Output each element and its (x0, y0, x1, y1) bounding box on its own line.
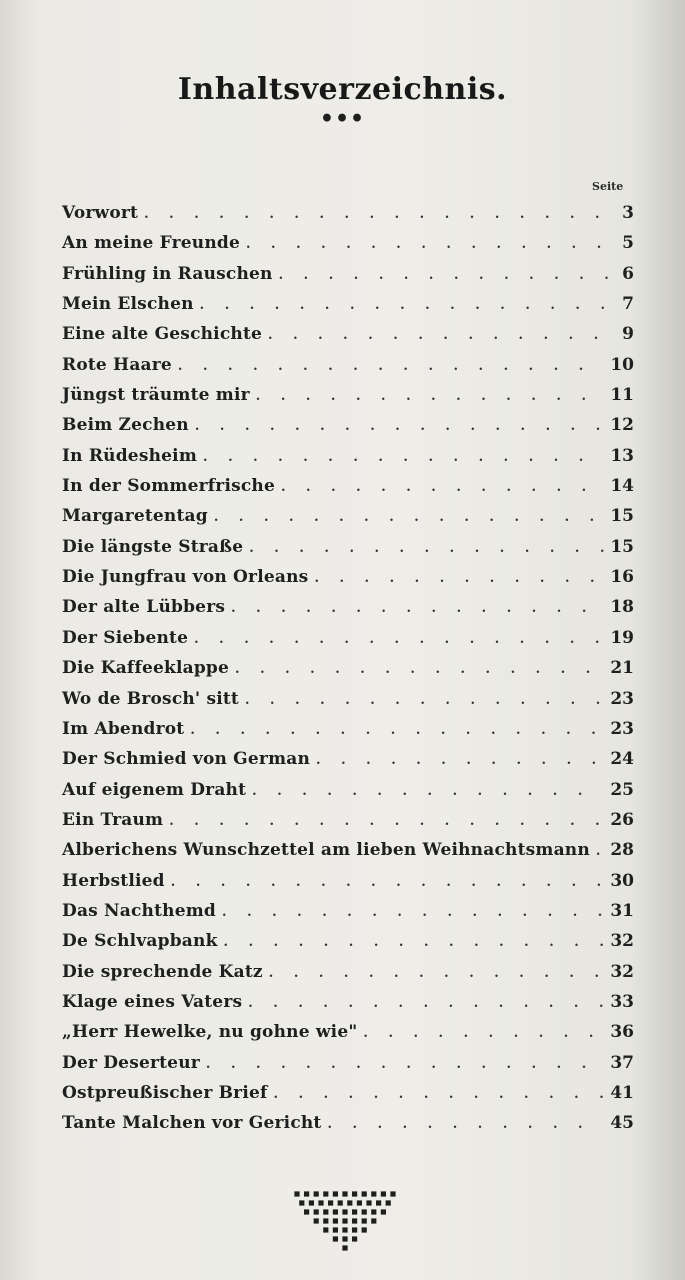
toc-entry-page: 23 (610, 718, 634, 739)
toc-entry-page: 6 (622, 263, 634, 284)
toc-entry-title: In der Sommerfrische (62, 476, 275, 497)
toc-entry-page: 25 (610, 779, 634, 800)
toc-entry-title: Beim Zechen (62, 415, 189, 436)
toc-entry-title: Ostpreußischer Brief (62, 1082, 268, 1103)
page-column-label: Seite (592, 180, 624, 193)
toc-entry (62, 319, 634, 349)
dot-leader (144, 200, 615, 230)
dot-leader (249, 534, 604, 564)
dot-leader (231, 594, 604, 624)
toc-entry-title: Alberichens Wunschzettel am lieben Weihnachtsmann (62, 840, 590, 861)
toc-entry-page: 14 (610, 476, 634, 497)
table-of-contents (62, 198, 634, 1139)
toc-entry (62, 835, 634, 865)
dot-leader (252, 777, 604, 807)
toc-entry (62, 198, 634, 228)
toc-entry (62, 380, 634, 410)
toc-entry-page: 11 (610, 385, 634, 406)
dot-leader (222, 898, 604, 928)
toc-entry-page: 3 (622, 203, 634, 223)
toc-entry (62, 896, 634, 926)
toc-entry-title: Tante Malchen vor Gericht (62, 1113, 322, 1134)
page-title: Inhaltsverzeichnis. (177, 72, 508, 107)
toc-entry-page: 12 (610, 415, 634, 436)
toc-entry (62, 289, 634, 319)
toc-entry-page: 23 (610, 688, 634, 709)
toc-entry-title: Herbstlied (62, 870, 165, 891)
toc-entry-title: Vorwort (62, 203, 139, 223)
toc-entry-title: Frühling in Rauschen (62, 263, 273, 284)
toc-entry-page: 7 (622, 294, 634, 315)
toc-entry-title: Der Schmied von German (62, 749, 311, 770)
toc-entry (62, 532, 634, 562)
toc-entry-page: 45 (610, 1113, 634, 1134)
dot-leader (203, 443, 604, 473)
toc-entry-page: 37 (610, 1052, 634, 1073)
toc-entry-title: Auf eigenem Draht (62, 779, 247, 800)
toc-entry (62, 623, 634, 653)
ornament-triangle-icon (292, 1190, 398, 1252)
toc-entry (62, 592, 634, 622)
toc-entry-title: Eine alte Geschichte (62, 324, 263, 345)
toc-entry-title: In Rüdesheim (62, 445, 198, 466)
dot-leader (274, 1080, 605, 1110)
toc-entry-title: Der alte Lübbers (62, 597, 226, 618)
toc-entry-title: Die Kaffeeklappe (62, 658, 230, 679)
dot-leader (169, 807, 604, 837)
toc-entry (62, 987, 634, 1017)
toc-entry (62, 1108, 634, 1138)
toc-entry-title: Im Abendrot (62, 718, 185, 739)
toc-entry (62, 1048, 634, 1078)
toc-entry-page: 9 (622, 324, 634, 345)
dot-leader (178, 352, 604, 382)
dot-leader (200, 291, 617, 321)
toc-entry (62, 684, 634, 714)
toc-entry-title: Die sprechende Katz (62, 961, 263, 982)
toc-entry (62, 744, 634, 774)
toc-entry (62, 441, 634, 471)
toc-entry (62, 471, 634, 501)
toc-entry-title: Rote Haare (62, 354, 172, 375)
dot-leader (235, 655, 604, 685)
toc-entry-page: 32 (610, 961, 634, 982)
toc-entry-title: Der Deserteur (62, 1052, 200, 1073)
dot-leader (316, 746, 604, 776)
dot-leader (194, 625, 604, 655)
toc-entry-page: 36 (610, 1022, 634, 1043)
toc-entry-title: „Herr Hewelke, nu gohne wie" (62, 1022, 358, 1043)
toc-entry-title: Mein Elschen (62, 294, 194, 315)
toc-entry-title: An meine Freunde (62, 233, 240, 254)
dot-leader (214, 503, 604, 533)
toc-entry-title: Margaretentag (62, 506, 208, 527)
toc-entry (62, 501, 634, 531)
dot-leader (206, 1050, 604, 1080)
dot-leader (269, 959, 605, 989)
toc-entry-page: 30 (610, 870, 634, 891)
dot-leader (224, 928, 605, 958)
dot-leader (363, 1019, 604, 1049)
toc-entry-page: 28 (610, 840, 634, 861)
toc-entry (62, 410, 634, 440)
toc-entry (62, 653, 634, 683)
dot-leader (190, 716, 604, 746)
toc-entry-page: 10 (610, 354, 634, 375)
toc-entry-page: 33 (610, 991, 634, 1012)
toc-entry (62, 1078, 634, 1108)
dot-leader (171, 868, 605, 898)
toc-entry-page: 19 (610, 627, 634, 648)
toc-entry (62, 926, 634, 956)
toc-entry-title: De Schlvapbank (62, 931, 218, 952)
toc-entry-page: 31 (610, 900, 634, 921)
toc-entry-title: Das Nachthemd (62, 900, 217, 921)
toc-entry-title: Die längste Straße (62, 536, 244, 557)
toc-entry-page: 18 (610, 597, 634, 618)
toc-entry-title: Die Jungfrau von Orleans (62, 567, 309, 588)
dot-leader (281, 473, 604, 503)
toc-entry-title: Wo de Brosch' sitt (62, 688, 239, 709)
toc-entry (62, 957, 634, 987)
toc-entry-page: 41 (610, 1082, 634, 1103)
toc-entry (62, 562, 634, 592)
toc-entry-page: 21 (610, 658, 634, 679)
toc-entry-page: 15 (610, 506, 634, 527)
title-ornament-dots: ••• (319, 106, 366, 132)
toc-entry (62, 714, 634, 744)
toc-entry (62, 350, 634, 380)
dot-leader (245, 686, 604, 716)
toc-entry (62, 228, 634, 258)
toc-entry-page: 16 (610, 567, 634, 588)
toc-entry-title: Jüngst träumte mir (62, 385, 250, 406)
toc-entry-page: 13 (610, 445, 634, 466)
dot-leader (314, 564, 604, 594)
dot-leader (195, 412, 604, 442)
toc-entry-title: Ein Traum (62, 809, 164, 830)
dot-leader (256, 382, 605, 412)
toc-entry-page: 24 (610, 749, 634, 770)
toc-entry (62, 866, 634, 896)
dot-leader (328, 1110, 605, 1140)
toc-entry (62, 259, 634, 289)
toc-entry (62, 805, 634, 835)
dot-leader (596, 837, 604, 867)
dot-leader (248, 989, 604, 1019)
toc-entry-page: 32 (610, 931, 634, 952)
dot-leader (246, 230, 616, 260)
toc-entry-page: 26 (610, 809, 634, 830)
toc-entry-page: 15 (610, 536, 634, 557)
toc-entry-title: Der Siebente (62, 627, 189, 648)
toc-entry (62, 1017, 634, 1047)
toc-entry-title: Klage eines Vaters (62, 991, 243, 1012)
toc-entry (62, 775, 634, 805)
dot-leader (268, 321, 616, 351)
dot-leader (279, 261, 617, 291)
toc-entry-page: 5 (622, 233, 634, 254)
